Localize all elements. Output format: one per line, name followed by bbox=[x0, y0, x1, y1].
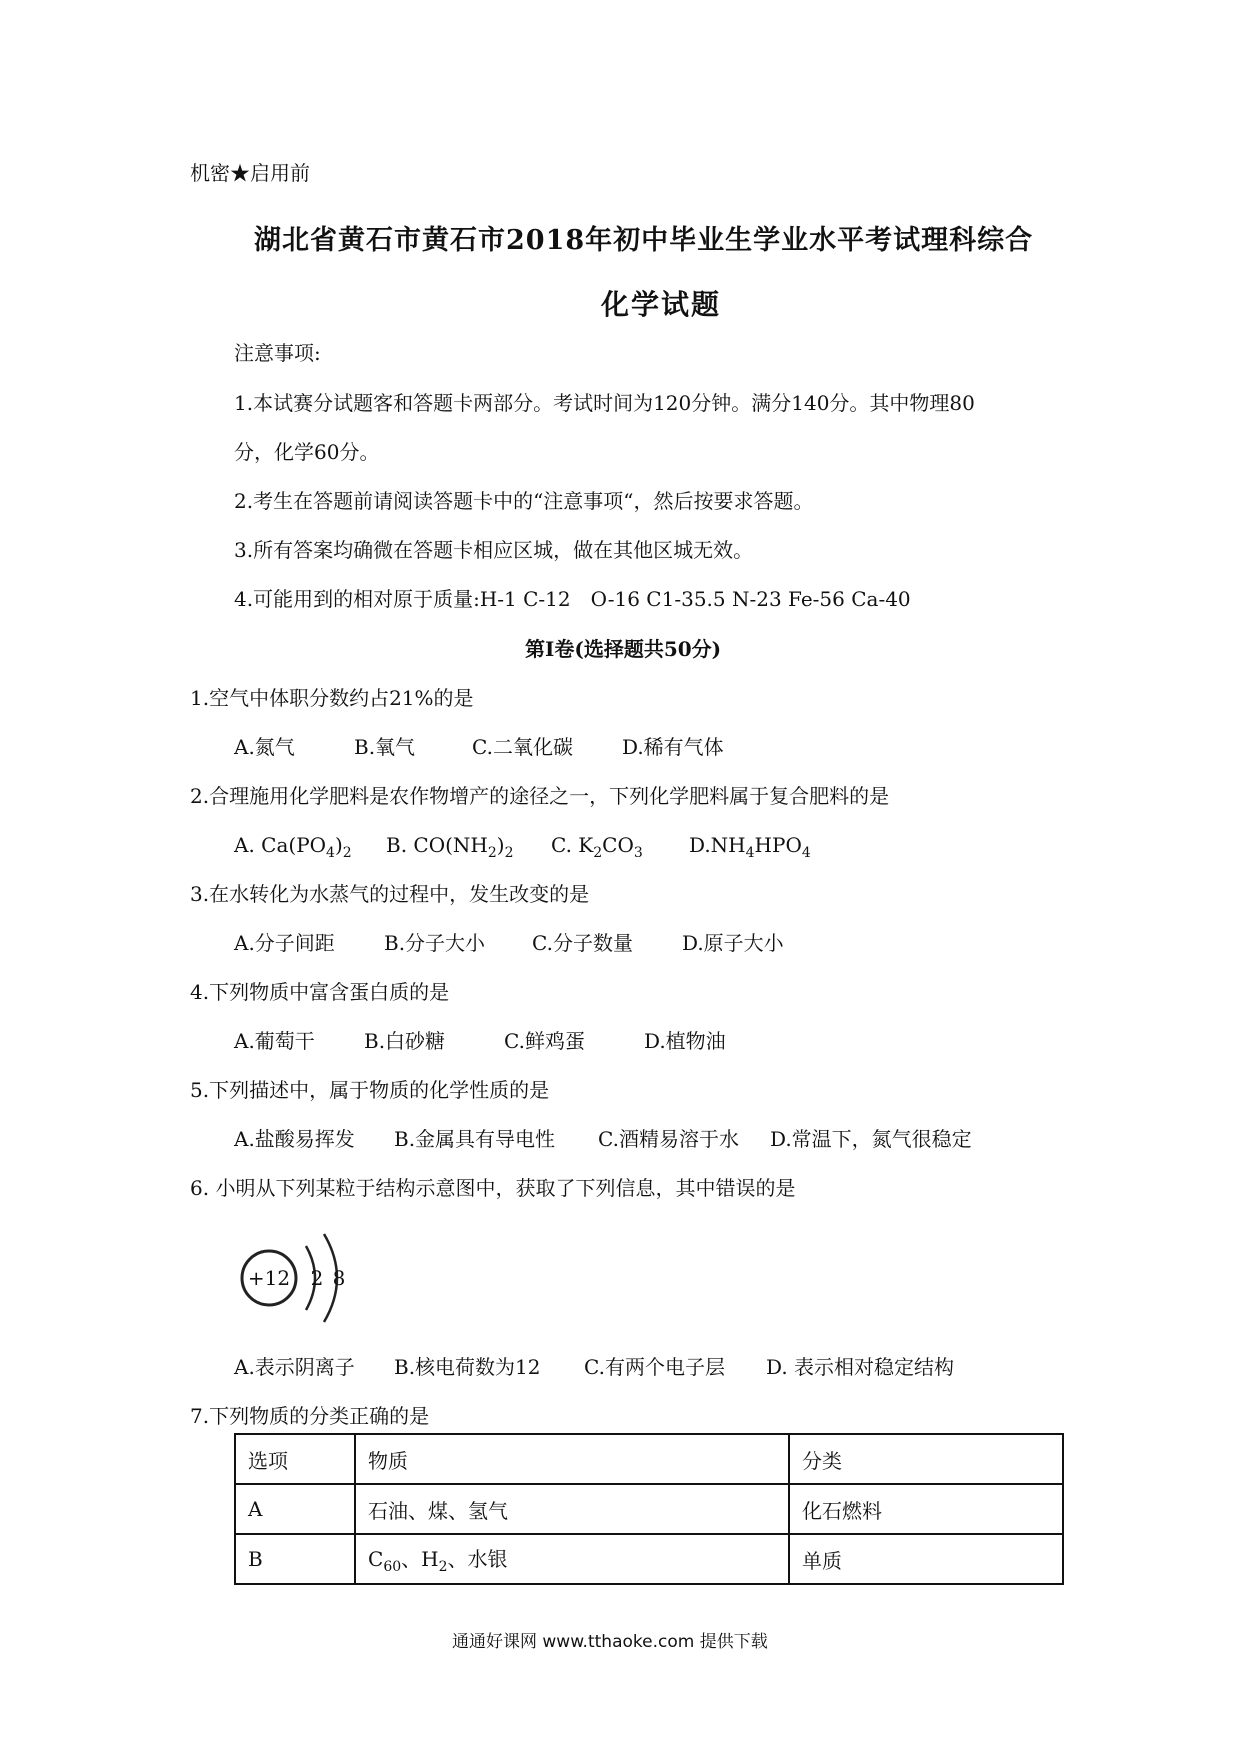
table-cell: $C_{60}$、$H_2$、水银 bbox=[355, 1534, 789, 1584]
question-2-options bbox=[234, 832, 811, 866]
q6-option-c: C.有两个电子层 bbox=[584, 1355, 725, 1379]
q5-option-c: C.酒精易溶于水 bbox=[598, 1127, 739, 1151]
exam-subtitle: 化学试题 bbox=[601, 288, 722, 321]
q6-option-b: B.核电荷数为12 bbox=[394, 1355, 541, 1379]
table-header-substance: 物质 bbox=[355, 1434, 789, 1484]
q4-option-b: B.白砂糖 bbox=[364, 1029, 446, 1053]
table-cell: A bbox=[235, 1484, 355, 1534]
question-5-stem: 5.下列描述中，属于物质的化学性质的是 bbox=[190, 1078, 550, 1102]
table-cell: B bbox=[235, 1534, 355, 1584]
question-2-stem: 2.合理施用化学肥料是农作物增产的途径之一，下列化学肥料属于复合肥料的是 bbox=[190, 784, 890, 808]
table-cell: 单质 bbox=[789, 1534, 1063, 1584]
exam-title: 湖北省黄石市黄石市2018年初中毕业生学业水平考试理科综合 bbox=[254, 225, 1034, 256]
q6-option-d: D. 表示相对稳定结构 bbox=[766, 1355, 955, 1379]
q3-option-c: C.分子数量 bbox=[532, 931, 633, 955]
table-row bbox=[235, 1484, 1063, 1534]
q4-option-a: A.葡萄干 bbox=[234, 1029, 315, 1053]
question-1-options bbox=[234, 734, 724, 760]
question-3-options bbox=[234, 930, 784, 956]
table-cell: 化石燃料 bbox=[789, 1484, 1063, 1534]
question-4-options bbox=[234, 1028, 726, 1054]
note-1a: 1.本试赛分试题客和答题卡两部分。考试时间为120分钟。满分140分。其中物理80 bbox=[234, 391, 975, 415]
footer-download-note: 通通好课网 www.tthaoke.com 提供下载 bbox=[452, 1632, 768, 1652]
classification-table bbox=[234, 1433, 1064, 1585]
q6-option-a: A.表示阴离子 bbox=[234, 1355, 355, 1379]
question-5-options bbox=[234, 1126, 972, 1152]
q2-option-c: C. $K_2CO_3$ bbox=[551, 833, 643, 861]
question-6-options bbox=[234, 1354, 954, 1380]
confidential-label: 机密★启用前 bbox=[190, 161, 310, 185]
q3-option-d: D.原子大小 bbox=[682, 931, 784, 955]
table-header-option: 选项 bbox=[235, 1434, 355, 1484]
question-6-stem: 6. 小明从下列某粒于结构示意图中，获取了下列信息，其中错误的是 bbox=[190, 1176, 796, 1200]
q2-option-d: $D.NH_4HPO_4$ bbox=[689, 833, 811, 861]
q5-option-a: A.盐酸易挥发 bbox=[234, 1127, 355, 1151]
q3-option-b: B.分子大小 bbox=[384, 931, 486, 955]
q1-option-a: A.氮气 bbox=[234, 735, 295, 759]
shell-2-electrons: 8 bbox=[332, 1266, 346, 1290]
table-row bbox=[235, 1534, 1063, 1584]
section-title: 第I卷(选择题共50分) bbox=[525, 637, 722, 661]
note-3: 3.所有答案均确微在答题卡相应区城，做在其他区城无效。 bbox=[234, 538, 754, 562]
q2-option-a: A. $Ca(PO_4)_2$ bbox=[234, 833, 352, 861]
q1-option-d: D.稀有气体 bbox=[622, 735, 724, 759]
q4-option-d: D.植物油 bbox=[644, 1029, 726, 1053]
q4-option-c: C.鲜鸡蛋 bbox=[504, 1029, 585, 1053]
note-4: 4.可能用到的相对原于质量:H-1 C-12 O-16 C1-35.5 N-23 Fe-56 Ca-40 bbox=[234, 587, 911, 611]
q5-option-b: B.金属具有导电性 bbox=[394, 1127, 556, 1151]
table-header-row bbox=[235, 1434, 1063, 1484]
question-4-stem: 4.下列物质中富含蛋白质的是 bbox=[190, 980, 450, 1004]
q5-option-d: D.常温下，氮气很稳定 bbox=[770, 1127, 972, 1151]
q3-option-a: A.分子间距 bbox=[234, 931, 335, 955]
question-3-stem: 3.在水转化为水蒸气的过程中，发生改变的是 bbox=[190, 882, 590, 906]
nucleus-charge: +12 bbox=[247, 1266, 291, 1290]
table-header-category: 分类 bbox=[789, 1434, 1063, 1484]
note-2: 2.考生在答题前请阅读答题卡中的“注意事项“，然后按要求答题。 bbox=[234, 489, 814, 513]
q1-option-b: B.氧气 bbox=[354, 735, 416, 759]
q2-option-b: B. $CO(NH_2)_2$ bbox=[386, 833, 514, 861]
shell-1-electrons: 2 bbox=[310, 1266, 324, 1290]
question-7-stem: 7.下列物质的分类正确的是 bbox=[190, 1404, 430, 1428]
notes-heading: 注意事项: bbox=[234, 341, 321, 365]
question-1-stem: 1.空气中体职分数约占21%的是 bbox=[190, 686, 474, 710]
q1-option-c: C.二氧化碳 bbox=[472, 735, 573, 759]
atom-structure-diagram bbox=[232, 1220, 362, 1335]
note-1b: 分，化学60分。 bbox=[234, 440, 380, 464]
table-cell: 石油、煤、氢气 bbox=[355, 1484, 789, 1534]
